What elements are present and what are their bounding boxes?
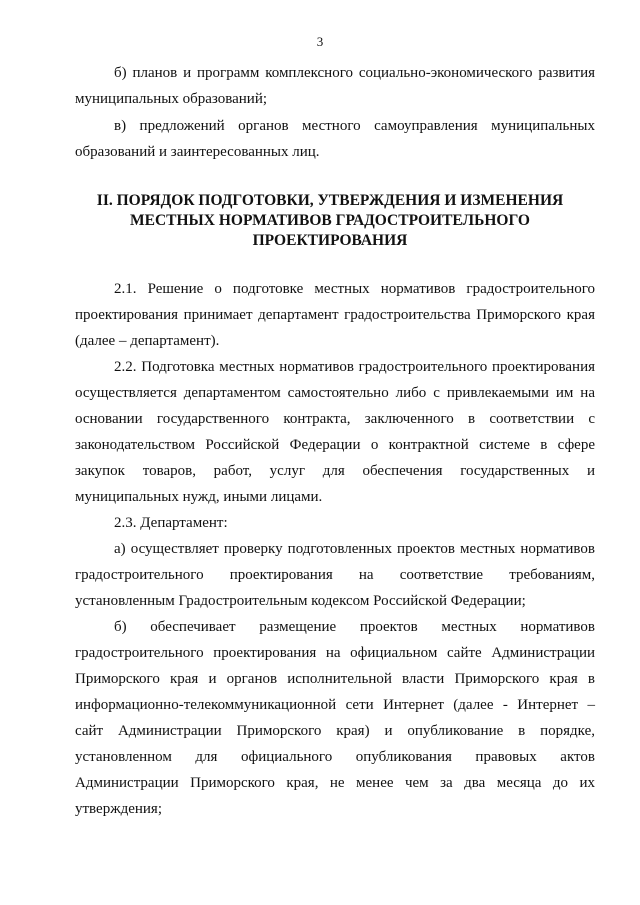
paragraph-2-1-line-1: 2.1. Решение о подготовке местных нормативов градостроительного — [114, 281, 595, 297]
paragraph-2-2-line-1: 2.2. Подготовка местных нормативов градостроительного проектирования — [114, 359, 595, 375]
paragraph-2-2-line-4: законодательством Российской Федерации о контрактной системе в сфере — [75, 437, 595, 453]
paragraph-b-publication-line-3: Приморского края и органов исполнительной власти Приморского края в — [75, 671, 595, 687]
paragraph-b-plans-line-1: б) планов и программ комплексного социально-экономического развития — [114, 65, 595, 81]
paragraph-2-1-line-2: проектирования принимает департамент градостроительства Приморского края — [75, 307, 595, 323]
paragraph-b-publication-line-7: Администрации Приморского края, не менее чем за два месяца до их — [75, 775, 595, 791]
section-heading-line-3: ПРОЕКТИРОВАНИЯ — [252, 232, 408, 249]
paragraph-v-proposals-line-2: образований и заинтересованных лиц. — [75, 144, 320, 160]
section-heading-line-2: МЕСТНЫХ НОРМАТИВОВ ГРАДОСТРОИТЕЛЬНОГО — [130, 212, 530, 229]
paragraph-2-2-line-2: осуществляется департаментом самостоятельно либо с привлекаемыми им на — [75, 385, 595, 401]
paragraph-2-1-line-3: (далее – департамент). — [75, 333, 220, 349]
paragraph-v-proposals-line-1: в) предложений органов местного самоуправления муниципальных — [114, 118, 595, 134]
section-heading-line-1: II. ПОРЯДОК ПОДГОТОВКИ, УТВЕРЖДЕНИЯ И ИЗМЕНЕНИЯ — [96, 192, 564, 209]
page-number: 3 — [316, 34, 324, 49]
paragraph-b-publication-line-4: информационно-телекоммуникационной сети Интернет (далее - Интернет – — [75, 697, 595, 713]
paragraph-2-2-line-6: муниципальных нужд, иными лицами. — [75, 489, 323, 505]
paragraph-b-publication-line-8: утверждения; — [75, 801, 162, 817]
paragraph-b-plans-line-2: муниципальных образований; — [75, 91, 268, 107]
paragraph-a-check-line-1: а) осуществляет проверку подготовленных проектов местных нормативов — [114, 541, 595, 557]
paragraph-a-check-line-2: градостроительного проектирования на соответствие требованиям, — [75, 567, 595, 583]
paragraph-a-check-line-3: установленным Градостроительным кодексом Российской Федерации; — [75, 593, 526, 609]
paragraph-2-2-line-5: закупок товаров, работ, услуг для обеспечения государственных и — [75, 463, 595, 479]
paragraph-b-publication-line-5: сайт Администрации Приморского края) и опубликование в порядке, — [75, 723, 595, 739]
paragraph-b-publication-line-1: б) обеспечивает размещение проектов местных нормативов — [114, 619, 595, 635]
paragraph-2-2-line-3: основании государственного контракта, заключенного в соответствии с — [75, 411, 595, 427]
paragraph-2-3-line-1: 2.3. Департамент: — [114, 515, 228, 531]
paragraph-b-publication-line-6: установленном для официального опубликования правовых актов — [75, 749, 595, 765]
paragraph-b-publication-line-2: градостроительного проектирования на официальном сайте Администрации — [75, 645, 595, 661]
